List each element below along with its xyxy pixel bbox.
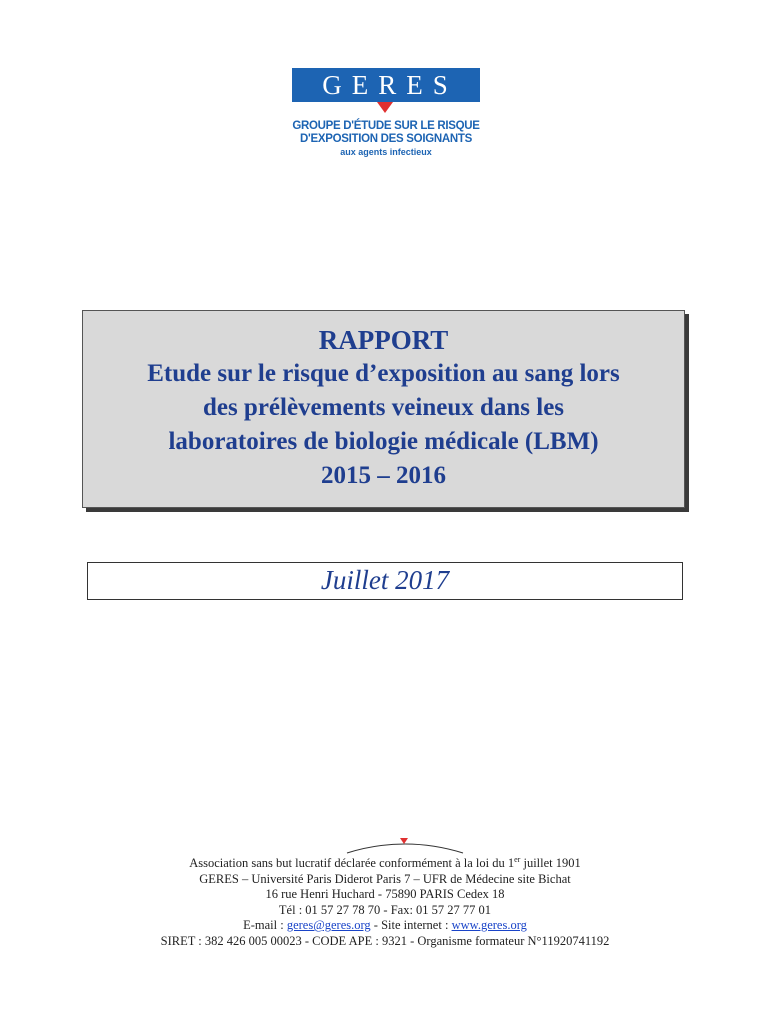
footer-street: 16 rue Henri Huchard - 75890 PARIS Cedex 18 [265,887,505,902]
logo-tagline-3: aux agents infectieux [340,147,432,157]
title-years: 2015 – 2016 [321,462,446,489]
footer-siret: SIRET : 382 426 005 00023 - CODE APE : 9321 - Organisme formateur N°11920741192 [160,933,610,948]
footer-address [100,852,670,949]
footer-phone: Tél : 01 57 27 78 70 - Fax: 01 57 27 77 01 [278,902,492,917]
title-line-1: Etude sur le risque d’exposition au sang lors [147,360,620,387]
logo-tagline-2: D'EXPOSITION DES SOIGNANTS [300,133,472,145]
footer-association: Association sans but lucratif déclarée conformément à la loi du 1er juillet 1901 [189,855,581,871]
footer-contact: E-mail : geres@geres.org - Site internet : www.geres.org [243,918,527,933]
email-link[interactable]: geres@geres.org [286,918,371,933]
website-link[interactable]: www.geres.org [451,918,527,933]
logo-triangle-icon [377,102,393,113]
title-line-2: des prélèvements veineux dans les [202,394,565,421]
report-title-box [82,310,685,508]
publication-date: Juillet 2017 [87,562,683,600]
report-label: RAPPORT [318,325,449,355]
logo-tagline-1: GROUPE D'ÉTUDE SUR LE RISQUE [292,120,480,132]
geres-logo [288,68,484,164]
title-line-3: laboratoires de biologie médicale (LBM) [168,428,599,455]
footer-university: GERES – Université Paris Diderot Paris 7 – UFR de Médecine site Bichat [199,871,571,886]
logo-wordmark: GERES [292,68,480,102]
